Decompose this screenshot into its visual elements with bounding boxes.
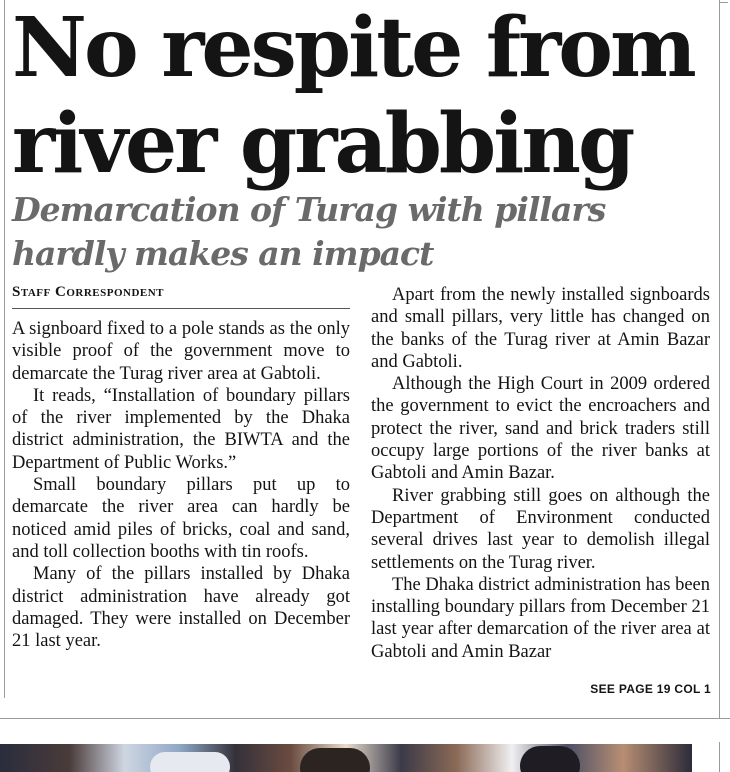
paragraph: Small boundary pillars put up to demarcate the river area can hardly be noticed amid piles of bricks, coal and sand, and toll collection booths with tin roofs. xyxy=(12,475,350,562)
deck-subheadline: Demarcation of Turag with pillars hardly makes an impact xyxy=(12,190,606,273)
photo-detail xyxy=(520,746,580,772)
photo-detail xyxy=(300,748,370,772)
right-rule-tick xyxy=(719,2,728,3)
headline: No respite from river grabbing xyxy=(12,0,694,192)
paragraph: Although the High Court in 2009 ordered the government to evict the encroachers and protect the river, sand and brick traders still occupy large portions of the river banks at Gabtoli and Amin Bazar. xyxy=(371,374,710,484)
paragraph: A signboard fixed to a pole stands as the only visible proof of the government move to demarcate the Turag river area at Gabtoli. xyxy=(12,319,350,384)
byline-rule xyxy=(12,308,350,309)
byline: Staff Correspondent xyxy=(12,284,165,300)
article-column-left xyxy=(12,318,350,652)
paragraph: It reads, “Installation of boundary pillars of the river implemented by the Dhaka district administration, the BIWTA and the Department of Public Works.” xyxy=(12,385,350,473)
paragraph: River grabbing still goes on although the Department of Environment conducted several drives last year to demolish illegal settlements on the Turag river. xyxy=(371,485,710,573)
article-bottom-rule xyxy=(0,718,730,719)
right-column-rule xyxy=(719,0,720,718)
continued-on-page-link[interactable]: SEE PAGE 19 COL 1 xyxy=(590,682,711,696)
article-column-right xyxy=(371,284,710,663)
paragraph: The Dhaka district administration has been installing boundary pillars from December 21 last year after demarcation of the river area at Gabtoli and Amin Bazar xyxy=(371,574,711,662)
lower-right-rule xyxy=(719,742,720,772)
paragraph: Many of the pillars installed by Dhaka district administration have already got damaged. They were installed on December 21 last year. xyxy=(12,564,350,652)
paragraph: Apart from the newly installed signboards and small pillars, very little has changed on the banks of the Turag river at Amin Bazar and Gabtoli. xyxy=(371,285,710,372)
photo-detail xyxy=(150,752,230,772)
left-column-rule xyxy=(4,0,5,698)
news-photo xyxy=(0,744,692,772)
